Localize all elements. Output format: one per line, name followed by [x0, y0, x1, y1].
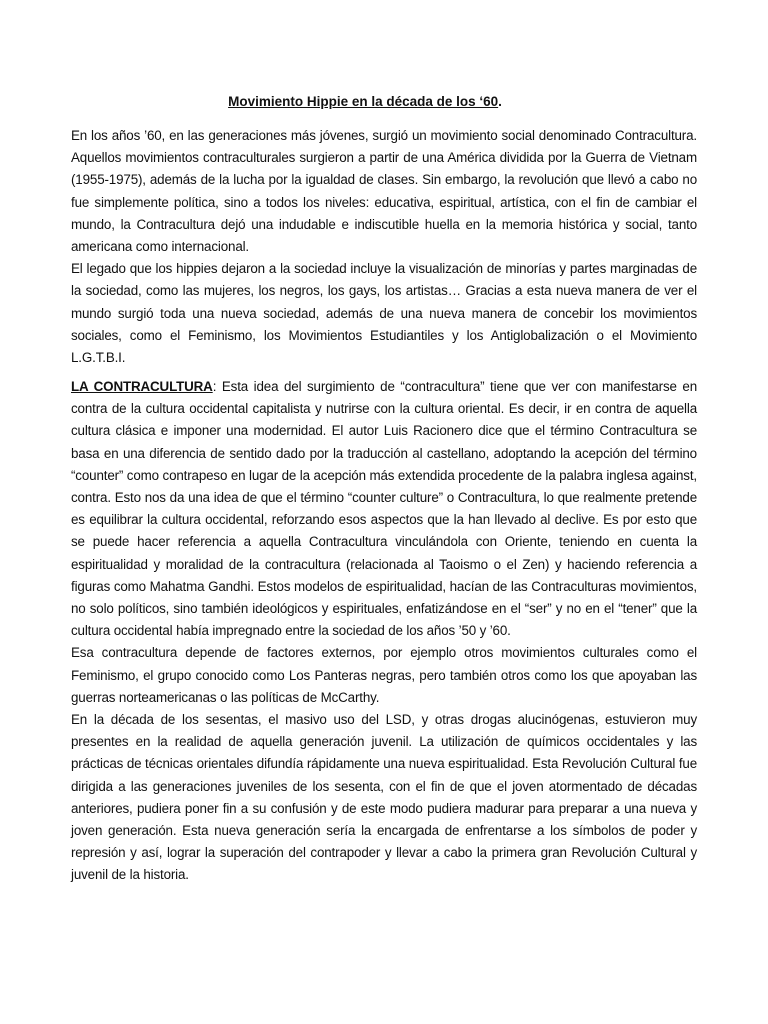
section-first-paragraph-text: : Esta idea del surgimiento de “contracultura” tiene que ver con manifestarse en contra de la cultura occidental capitalista y nutrirse con la cultura oriental. Es decir, ir en contra de aquella cultura clásica e imponer una modernidad. El autor Luis Racionero dice que el término Contracultura se basa en una diferencia de sentido dado por la traducción al castellano, adoptando la acepción del término “counter” como contrapeso en lugar de la acepción más extendida procedente de la palabra inglesa against, contra. Esto nos da una idea de que el término “counter culture” o Contracultura, lo que realmente pretende es equilibrar la cultura occidental, reforzando esos aspectos que la han llevado al declive. Es por esto que se puede hacer referencia a aquella Contracultura vinculándola con Oriente, teniendo en cuenta la espiritualidad y moralidad de la contracultura (relacionada al Taoismo o el Zen) y haciendo referencia a figuras como Mahatma Gandhi. Estos modelos de espiritualidad, hacían de las Contraculturas movimientos, no solo políticos, sino también ideológicos y espirituales, enfatizándose en el “ser” y no en el “tener” que la cultura occidental había impregnado entre la sociedad de los años ’50 y ’60. — [71, 379, 697, 639]
section-heading: LA CONTRACULTURA — [71, 379, 213, 394]
contracultura-section — [71, 376, 697, 887]
title-period: . — [498, 94, 502, 109]
contracultura-paragraph-2: Esa contracultura depende de factores externos, por ejemplo otros movimientos culturales como el Feminismo, el grupo conocido como Los Panteras negras, pero también otros como los que apoyaban las guerras norteamericanas o las políticas de McCarthy. — [71, 645, 697, 705]
title-text: Movimiento Hippie en la década de los ‘60 — [228, 94, 499, 109]
intro-section — [71, 125, 697, 369]
intro-paragraph-1: En los años ’60, en las generaciones más jóvenes, surgió un movimiento social denominado Contracultura. Aquellos movimientos contraculturales surgieron a partir de una América dividida por la Guerra de Vietnam (1955-1975), además de la lucha por la igualdad de clases. Sin embargo, la revolución que llevó a cabo no fue simplemente política, sino a todos los niveles: educativa, espiritual, artística, con el fin de cambiar el mundo, la Contracultura dejó una indudable e indiscutible huella en la memoria histórica y social, tanto americana como internacional. — [71, 128, 697, 255]
contracultura-paragraph-1 — [71, 376, 697, 642]
document-title — [0, 94, 730, 110]
contracultura-paragraph-3: En la década de los sesentas, el masivo uso del LSD, y otras drogas alucinógenas, estuvieron muy presentes en la realidad de aquella generación juvenil. La utilización de químicos occidentales y las prácticas de técnicas orientales difundía rápidamente una nueva espiritualidad. Esta Revolución Cultural fue dirigida a las generaciones juveniles de los sesenta, con el fin de que el joven atormentado de décadas anteriores, pudiera poner fin a su confusión y de este modo pudiera madurar para preparar a una nueva y joven generación. Esta nueva generación sería la encargada de enfrentarse a los símbolos de poder y represión y así, lograr la superación del contrapoder y llevar a cabo la primera gran Revolución Cultural y juvenil de la historia. — [71, 712, 697, 883]
intro-paragraph-2: El legado que los hippies dejaron a la sociedad incluye la visualización de minorías y partes marginadas de la sociedad, como las mujeres, los negros, los gays, los artistas… Gracias a esta nueva manera de ver el mundo surgió toda una nueva sociedad, además de una nueva manera de concebir los movimientos sociales, como el Feminismo, los Movimientos Estudiantiles y los Antiglobalización o el Movimiento L.G.T.B.I. — [71, 261, 697, 366]
